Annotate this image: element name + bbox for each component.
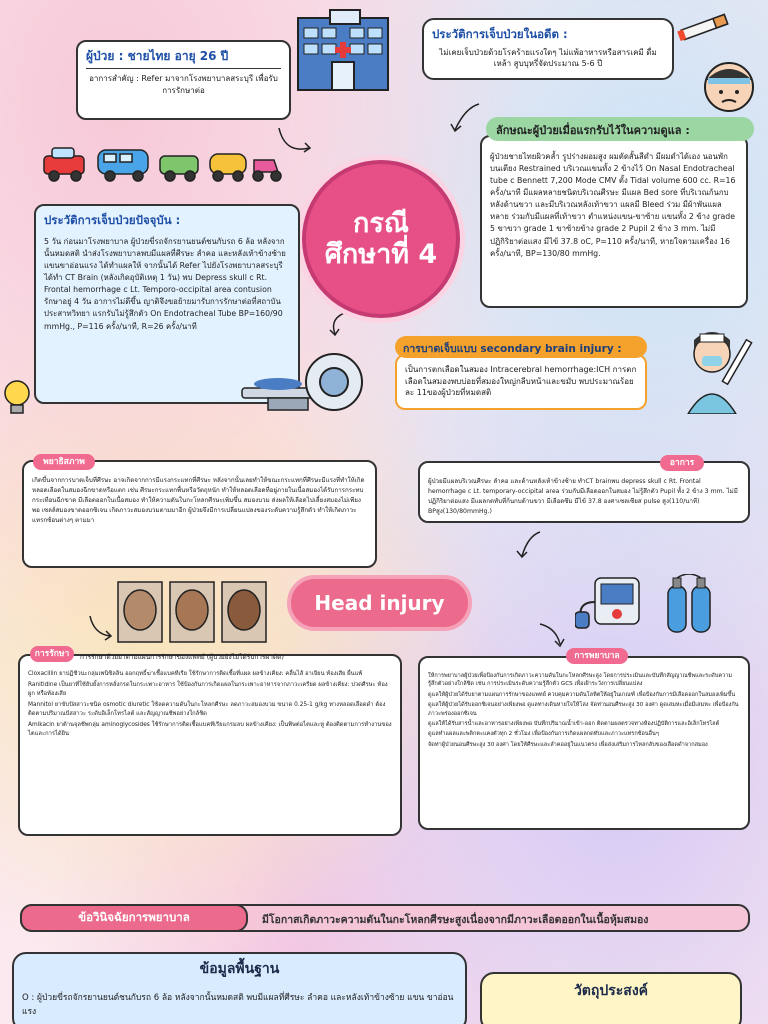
- title-line-1: กรณี: [353, 207, 409, 239]
- past-history-title: ประวัติการเจ็บป่วยในอดีต :: [432, 27, 568, 41]
- past-history-text: ไม่เคยเจ็บป่วยด้วยโรคร้ายแรงใดๆ ไม่แพ้อาหารหรือสารเคมี ดื่มเหล้า สูบบุหรี่จัดประมาณ 5-6 ปี: [439, 47, 657, 69]
- patient-header: ผู้ป่วย : ชายไทย อายุ 26 ปี: [86, 48, 281, 69]
- arrow-icon: [86, 612, 116, 642]
- arrival-text: ผู้ป่วยชายไทยผิวคล้ำ รูปร่างผอมสูง ผมตัดสั้นสีดำ มีผมดำได้เอง นอนพักบนเตียง Restrained บริเวณแขนทั้ง 2 ข้างไว้ On Nasal Endotracheal tube c Bennett 7,200 Mode CMV ตั้ง Tidal volume 600 cc. R=16 ครั้ง/นาที มีแผลหลายชนิดบริเวณศีรษะ มีแผล Bed sore ที่บริเวณก้นกบหลังด้านขวา และมีบริเวณหลังเท้าขวา แผลมี Bleed ร่วม มีผ้าพันแผลหลาย ร่วมกับมีแผลที่เท้าขวา ตำแหน่งแขน-ขาซ้าย แขนทั้ง 2 ข้าง grade 5 ขาขวา grade 1 ขาซ้ายข้าง grade 2 Pupil 2 ข้าง 3 mm. ไม่มีปฏิกิริยาต่อแสง มีไข้ 37.8 oC, P=110 ครั้ง/นาที, หายใจตามเครื่อง 16 ครั้ง/นาที, BP=130/80 mmHg.: [490, 152, 736, 258]
- symptoms-text: ผู้ป่วยมีแผลบริเวณศีรษะ ลำคอ และด้านหลังเท้าข้างซ้าย ทำCT brainพบ depress skull c Rt. Frontal hemorrhage c Lt. temporary-occipital area ร่วมกับมีเลือดออกในสมอง ไม่รู้สึกตัว Pupil ทั้ง 2 ข้าง 3 mm. ไม่มีปฏิกิริยาต่อแสง มีแผลกดทับที่ก้นกบด้านขวา มีเลือดซึม มีไข้ 37.8 องศาเซลเซียส pulse สูง(110/นาที) BPสูง(130/80mmHg.): [428, 478, 738, 515]
- treatment-card: [18, 654, 402, 836]
- treatment-tag: การรักษา: [30, 646, 74, 662]
- chief-complaint: อาการสำคัญ : Refer มาจากโรงพยาบาลสระบุรี เพื่อรับการรักษาต่อ: [89, 74, 278, 96]
- sick-patient-icon: [698, 56, 760, 118]
- nursing-care-tag: การพยาบาล: [566, 648, 628, 664]
- nurse-icon: [676, 318, 762, 414]
- secondary-injury-title: การบาดเจ็บแบบ secondary brain injury :: [395, 336, 647, 358]
- treatment-item: Amikacin ยาต้านจุลชีพกลุ่ม aminoglycosides ใช้รักษาการติดเชื้อแบคทีเรียแกรมลบ ผลข้างเคียง: เป็นพิษต่อไตและหู ต้องติดตามการทำงานของไตและการได้ยิน: [28, 721, 392, 737]
- lightbulb-icon: [0, 378, 34, 418]
- past-history-card: [422, 18, 674, 80]
- ct-scanner-icon: [238, 352, 368, 414]
- secondary-injury-card: [395, 354, 647, 410]
- nursing-item: ให้การพยาบาลผู้ป่วยเพื่อป้องกันการเกิดภาวะความดันในกะโหลกศีรษะสูง โดยการประเมินและบันทึกสัญญาณชีพและระดับความรู้สึกตัวอย่างใกล้ชิด เช่น การประเมินระดับความรู้สึกตัว GCS เพื่อเฝ้าระวังการเปลี่ยนแปลง: [428, 673, 733, 688]
- pathophysiology-text: เกิดขึ้นจากการบาดเจ็บที่ศีรษะ อาจเกิดจากการมีแรงกระแทกที่ศีรษะ หลังจากนั้นเลยทำให้ขณะกระแทกที่ศีรษะมีแรงที่ทำให้เกิดหลอดเลือดในสมองฉีกขาดหรือแตก เช่น ศีรษะกระแทกพื้นหรือวัตถุหนัก ทำให้หลอดเลือดที่อยู่ภายในเนื้อสมองได้รับการกระทบกระเทือนฉีกขาด มีเลือดออกในเนื้อสมอง ทำให้ความดันในกะโหลกศีรษะเพิ่มขึ้น สมองบวม ส่งผลให้เลือดไปเลี้ยงสมองไม่เพียงพอ เซลล์สมองขาดออกซิเจน เกิดภาวะสมองบวมตามมาอีก ผู้ป่วยจึงมีการเปลี่ยนแปลงของระดับความรู้สึกตัว ทำให้เกิดภาวะแทรกซ้อนต่างๆ ตามมา: [32, 477, 365, 524]
- secondary-injury-text: เป็นการตกเลือดในสมอง Intracerebral hemorrhage:ICH การตกเลือดในสมองพบบ่อยที่สมองใหญ่กลีบหน้าและขมับ พบประมาณร้อยละ 11ของผู้ป่วยที่หมดสติ: [405, 365, 637, 398]
- cigarette-icon: [675, 8, 745, 42]
- treatment-intro: การรักษาด้วยยาตามแผนการรักษาของแพทย์ (ผู้ป่วยยังไม่ได้รับการผ่าตัด): [80, 653, 284, 661]
- treatment-item: Cloxacillin ยาปฏิชีวนะกลุ่มเพนิซิลลิน ออกฤทธิ์ฆ่าเชื้อแบคทีเรีย ใช้รักษาการติดเชื้อที่แผล ผลข้างเคียง: คลื่นไส้ อาเจียน ท้องเสีย ผื่นแพ้: [28, 671, 363, 677]
- arrow-icon: [275, 118, 315, 158]
- nursing-item: จัดท่าผู้ป่วยนอนศีรษะสูง 30 องศา โดยให้ศีรษะและลำคออยู่ในแนวตรง เพื่อส่งเสริมการไหลกลับของเลือดดำจากสมอง: [428, 741, 708, 748]
- blood-pressure-monitor-icon: [575, 572, 645, 630]
- oxygen-tank-icon: [660, 574, 718, 636]
- current-history-text: 5 วัน ก่อนมาโรงพยาบาล ผู้ป่วยขี่รถจักรยานยนต์ชนกับรถ 6 ล้อ หลังจากนั้นหมดสติ นำส่งโรงพยาบาลพบมีแผลที่ศีรษะ ลำคอ และหลังเท้าข้างซ้าย แขนขาอ่อนแรง ได้ทำแผลให้ จากนั้นได้ Refer ไปยังโรงพยาบาลสระบุรี ได้ทำ CT Brain (หลังเกิดอุบัติเหตุ 1 วัน) พบ Depress skull c Rt. Frontal hemorrhage c Lt. Temporo-occipital area contusion รักษาอยู่ 4 วัน อาการไม่ดีขึ้น ญาติจึงขอย้ายมารับการรักษาต่อที่สถาบันประสาทวิทยา แรกรับไม่รู้สึกตัว On Endotracheal Tube BP=160/90 mmHg., P=116 ครั้ง/นาที, R=26 ครั้ง/นาที: [44, 237, 286, 331]
- arrow-icon: [510, 528, 544, 562]
- car-icon: [40, 140, 285, 188]
- arrow-icon: [536, 620, 566, 650]
- basic-info-title: ข้อมูลพื้นฐาน: [199, 961, 280, 977]
- pathophysiology-card: [22, 460, 377, 568]
- nursing-item: ดูแลทำแผลและพลิกตะแคงตัวทุก 2 ชั่วโมง เพื่อป้องกันการเกิดแผลกดทับและภาวะแทรกซ้อนอื่นๆ: [428, 731, 659, 738]
- patient-info-card: [76, 40, 291, 120]
- arrival-title: ลักษณะผู้ป่วยเมื่อแรกรับไว้ในความดูแล :: [486, 117, 754, 141]
- nursing-care-card: [418, 656, 750, 830]
- arrival-status-card: [480, 135, 748, 308]
- case-study-title: [302, 160, 460, 318]
- treatment-item: Mannitol ยาขับปัสสาวะชนิด osmotic diuretic ใช้ลดความดันในกะโหลกศีรษะ ลดภาวะสมองบวม ขนาด 0.25-1 g/kg ทางหลอดเลือดดำ ต้องติดตามปริมาณปัสสาวะ ระดับอิเล็กโทรไลต์ และสัญญาณชีพอย่างใกล้ชิด: [28, 701, 386, 717]
- objective-title: วัตถุประสงค์: [573, 983, 649, 999]
- treatment-item: Ranitidine เป็นยาที่ใช้ยับยั้งการหลั่งกรดในกระเพาะอาหาร ใช้ป้องกันการเกิดแผลในกระเพาะอาหารจากภาวะเครียด ผลข้างเคียง: ปวดศีรษะ ท้องผูก หรือท้องเสีย: [28, 681, 388, 697]
- nursing-diagnosis-text: มีโอกาสเกิดภาวะความดันในกะโหลกศีรษะสูงเนื่องจากมีภาวะเลือดออกในเนื้อหุ้มสมอง: [262, 914, 649, 926]
- basic-info-text: O : ผู้ป่วยขี่รถจักรยานยนต์ชนกับรถ 6 ล้อ หลังจากนั้นหมดสติ พบมีแผลที่ศีรษะ ลำคอ และหลังเท้าข้างซ้าย แขน ขาอ่อนแรง: [22, 993, 454, 1017]
- nursing-diagnosis-label: ข้อวินิจฉัยการพยาบาล: [20, 904, 248, 932]
- current-history-title: ประวัติการเจ็บป่วยปัจจุบัน :: [44, 213, 181, 227]
- symptoms-card: [418, 461, 750, 523]
- arrow-icon: [445, 98, 485, 138]
- nursing-item: ดูแลให้ผู้ป่วยได้รับยาตามแผนการรักษาของแพทย์ ควบคุมความดันโลหิตให้อยู่ในเกณฑ์ เพื่อป้องกันการมีเลือดออกในสมองเพิ่มขึ้น: [428, 691, 736, 698]
- nursing-item: ดูแลให้ได้รับสารน้ำและอาหารอย่างเพียงพอ บันทึกปริมาณน้ำเข้า-ออก ติดตามผลตรวจทางห้องปฏิบัติการและอิเล็กโทรไลต์: [428, 720, 720, 727]
- symptoms-tag: อาการ: [660, 455, 704, 471]
- nursing-item: ดูแลให้ผู้ป่วยได้รับออกซิเจนอย่างเพียงพอ ดูแลทางเดินหายใจให้โล่ง จัดท่านอนศีรษะสูง 30 องศา ดูดเสมหะเมื่อมีเสมหะ เพื่อป้องกันภาวะพร่องออกซิเจน: [428, 702, 739, 717]
- pathophysiology-tag: พยาธิสภาพ: [33, 454, 95, 470]
- head-injury-label: Head injury: [287, 575, 472, 631]
- arrow-icon: [325, 308, 355, 338]
- hospital-building-icon: [290, 8, 400, 98]
- brain-icon: [116, 576, 272, 646]
- title-line-2: ศึกษาที่ 4: [324, 239, 438, 270]
